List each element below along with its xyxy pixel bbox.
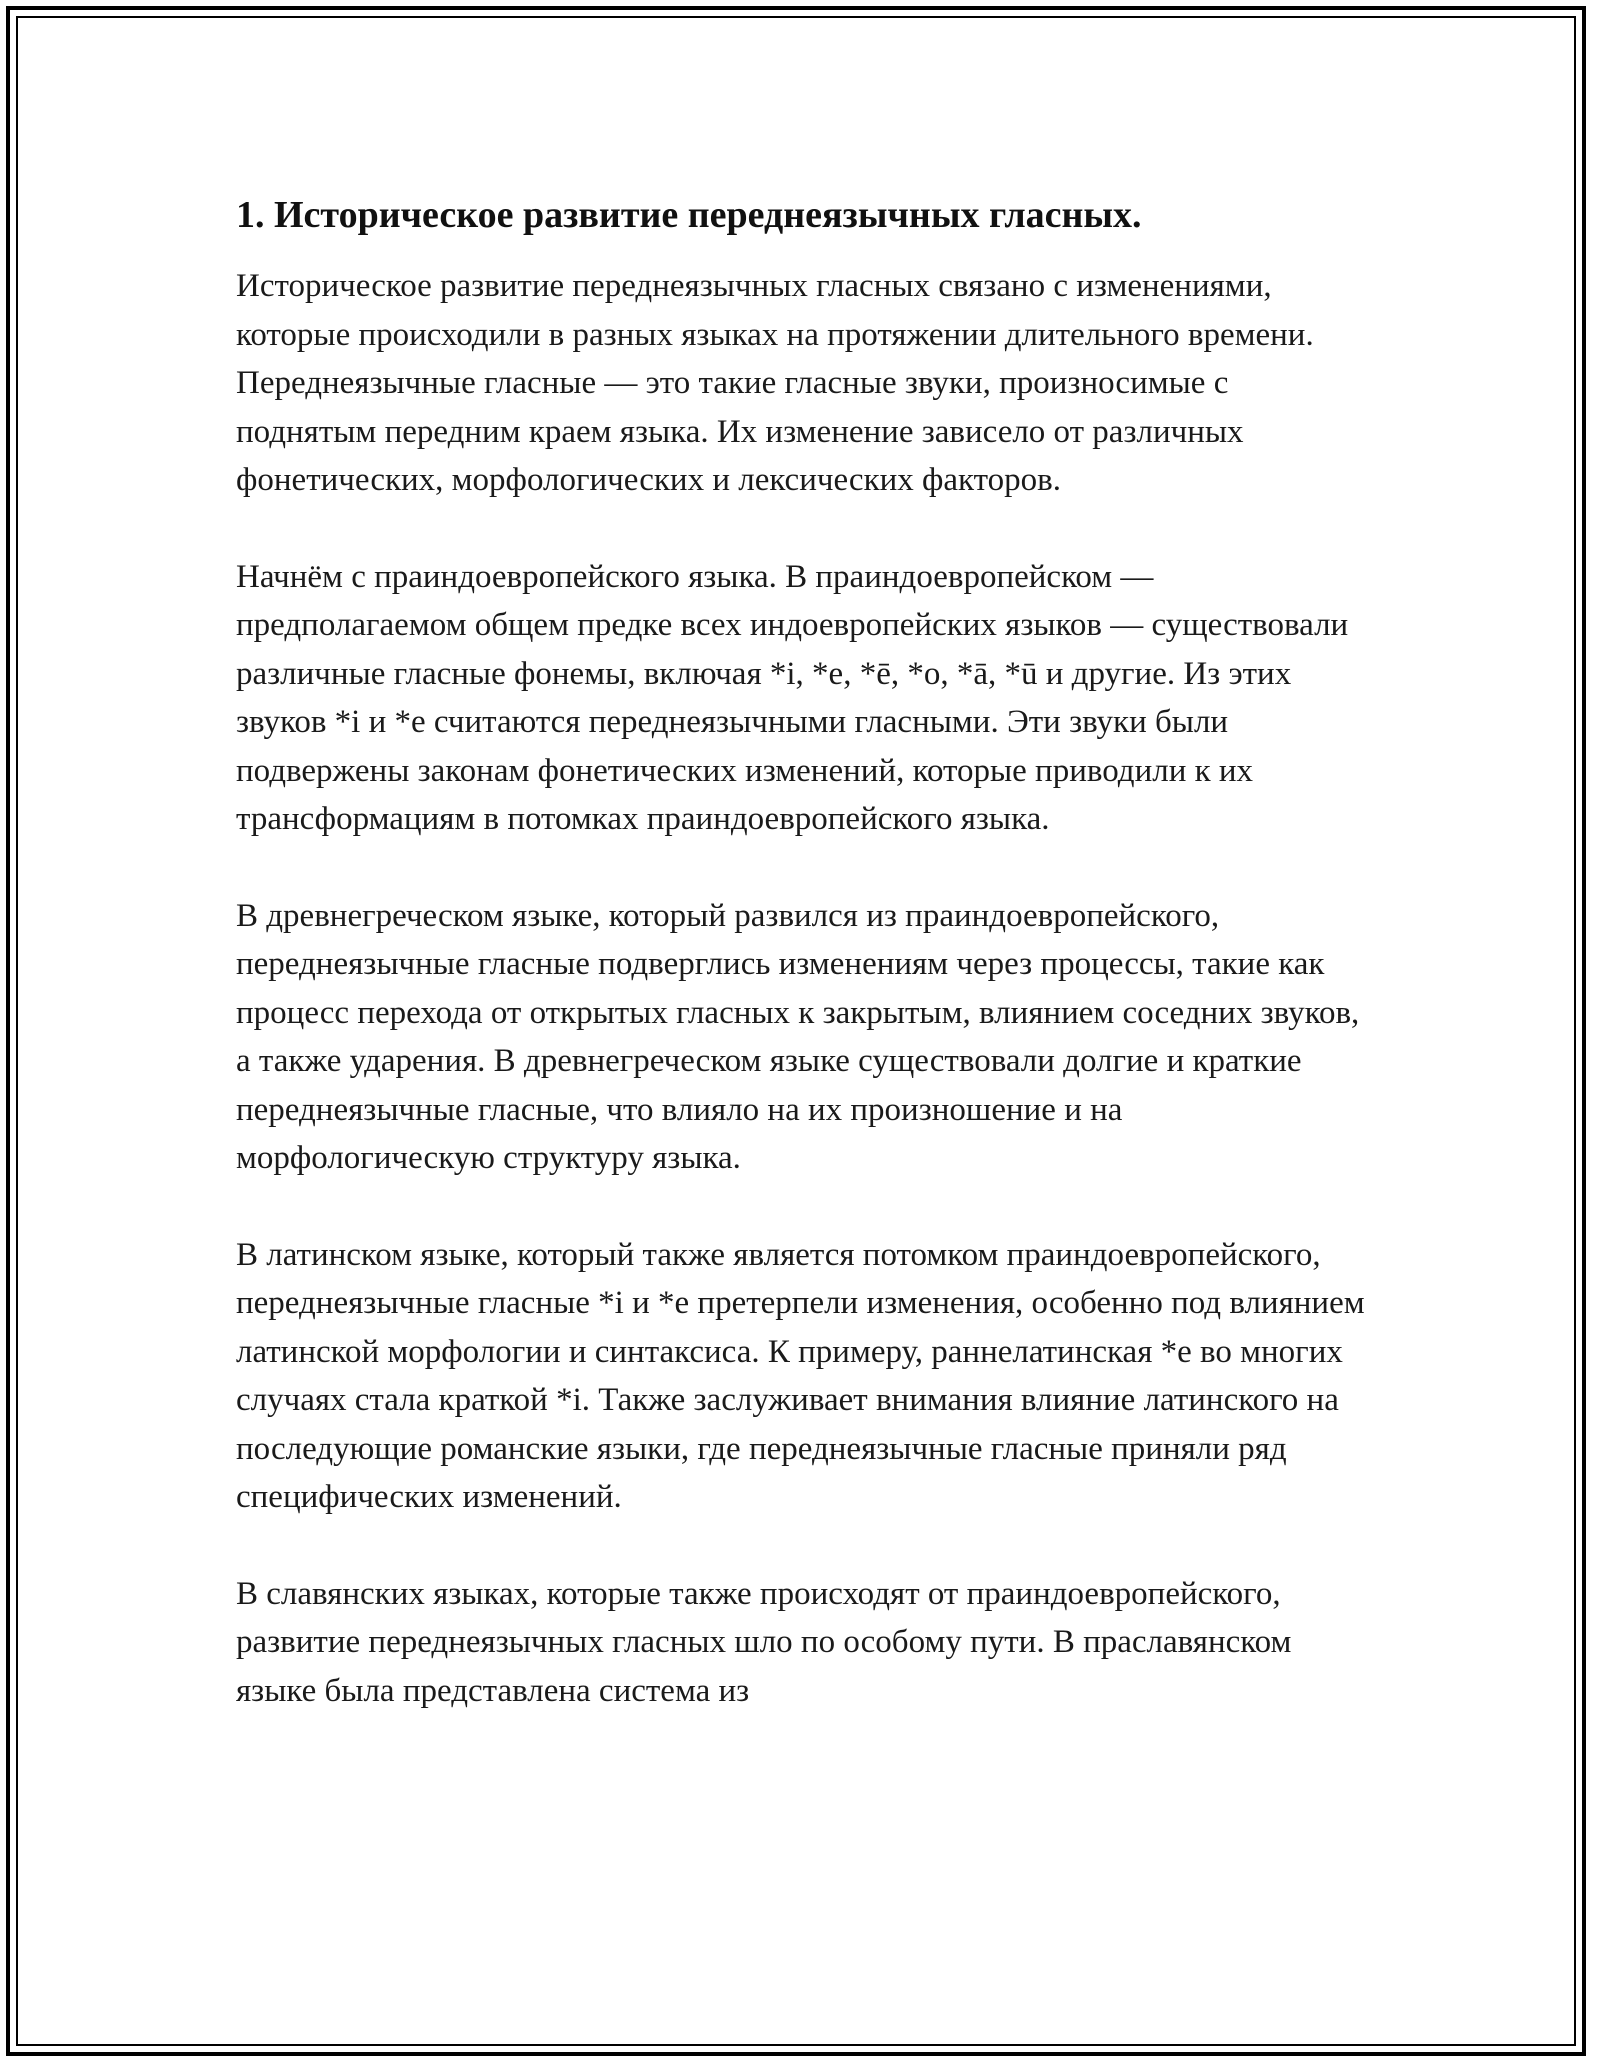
paragraph-ancient-greek: В древнегреческом языке, который развился из праиндоевропейского, переднеязычные гласные подверглись изменениям через процессы, такие как процесс перехода от открытых гласных к закрытым, влиянием соседних звуков, а также ударения. В древнегреческом языке существовали долгие и краткие переднеязычные гласные, что влияло на их произношение и на морфологическую структуру языка. [236, 897, 1360, 1176]
paragraph-intro: Историческое развитие переднеязычных гласных связано с изменениями, которые происходили в разных языках на протяжении длительного времени. Переднеязычные гласные — это такие гласные звуки, произносимые с поднятым передним краем языка. Их изменение зависело от различных фонетических, морфологических и лексических факторов. [236, 268, 1314, 498]
paragraph-slavic: В славянских языках, которые также происходят от праиндоевропейского, развитие переднеязычных гласных шло по особому пути. В праславянском языке была представлена система из [236, 1575, 1292, 1709]
paragraph-proto-indo-european: Начнём с праиндоевропейского языка. В праиндоевропейском — предполагаемом общем предке всех индоевропейских языков — существовали различные гласные фонемы, включая *i, *e, *ē, *o, *ā, *ū и другие. Из этих звуков *i и *e считаются переднеязычными гласными. Эти звуки были подвержены законам фонетических изменений, которые приводили к их трансформациям в потомках праиндоевропейского языка. [236, 558, 1349, 837]
document-body [236, 186, 1366, 1715]
paragraph-latin: В латинском языке, который также является потомком праиндоевропейского, переднеязычные гласные *i и *e претерпели изменения, особенно под влиянием латинской морфологии и синтаксиса. К примеру, раннелатинская *e во многих случаях стала краткой *i. Также заслуживает внимания влияние латинского на последующие романские языки, где переднеязычные гласные приняли ряд специфических изменений. [236, 1236, 1365, 1515]
section-heading: 1. Историческое развитие переднеязычных гласных. [236, 194, 1142, 236]
